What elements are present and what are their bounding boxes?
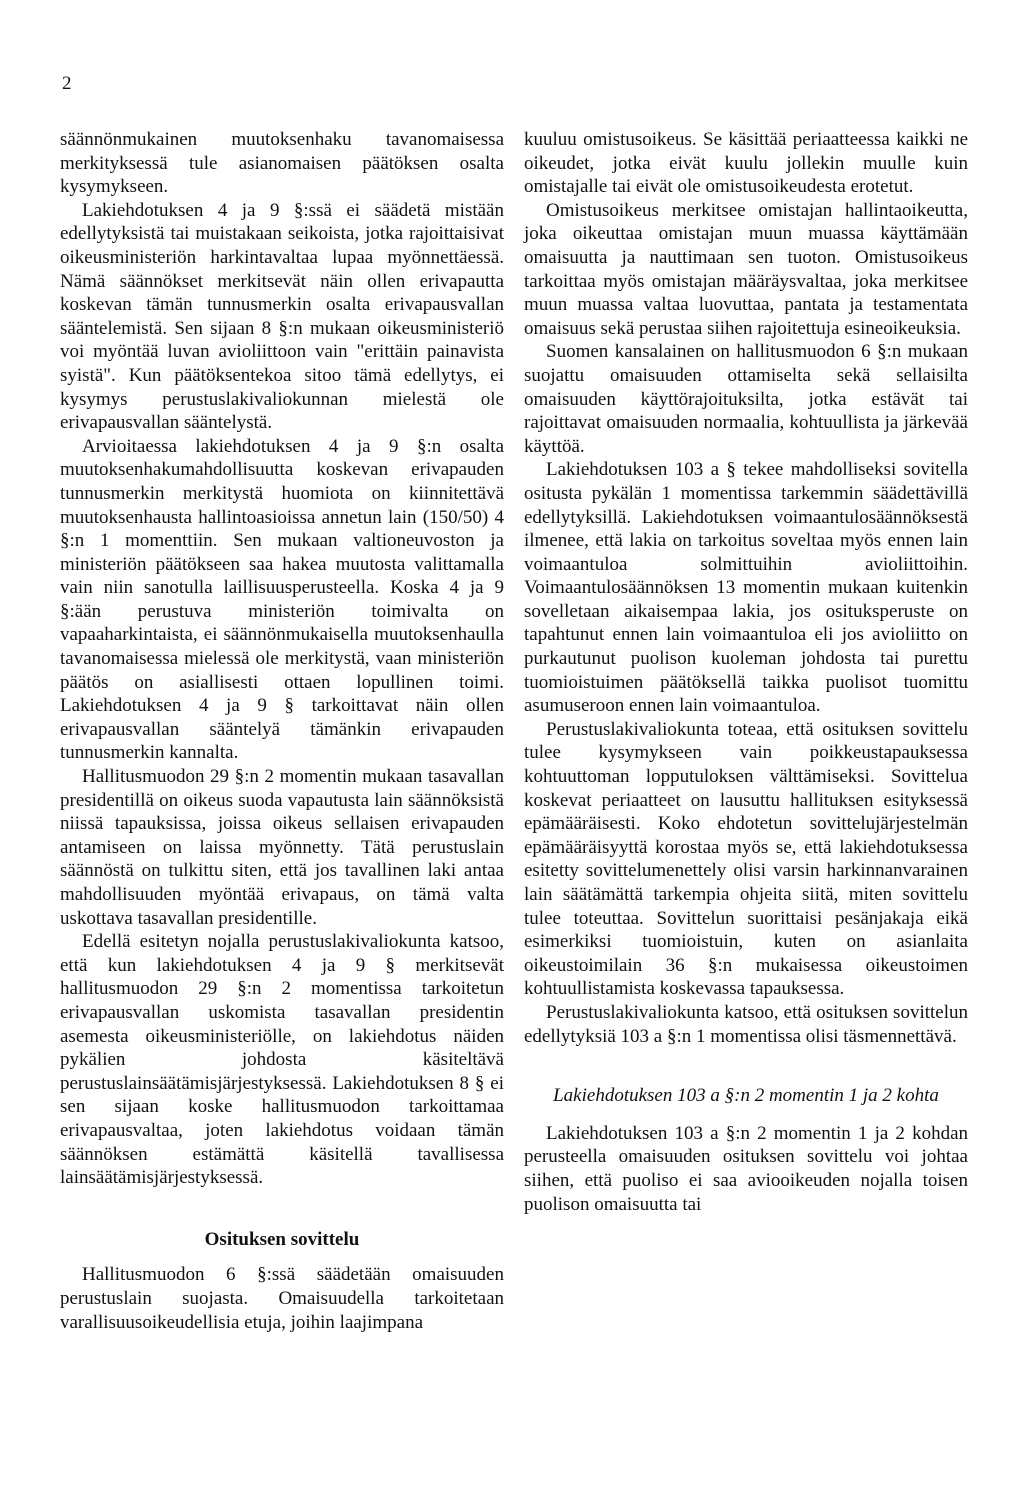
section-heading: Osituksen sovittelu	[204, 1228, 360, 1250]
paragraph: säännönmukainen muutoksenhaku tavanomaisessa merkityksessä tule asianomaisen päätöksen osalta kysymykseen.	[60, 129, 504, 198]
paragraph: Lakiehdotuksen 103 a §:n 2 momentin 1 ja 2 kohdan perusteella omaisuuden osituksen sovittelu voi johtaa siihen, että puoliso ei saa aviooikeuden nojalla toisen puolison omaisuutta tai	[524, 1122, 968, 1215]
paragraph: Hallitusmuodon 29 §:n 2 momentin mukaan tasavallan presidentillä on oikeus suoda vapautusta lain säännöksistä niissä tapauksissa, joissa oikeus sellaisen erivapauden antamiseen on laissa myönnetty. Tätä perustuslain säännöstä on tulkittu siten, että jos tavallinen laki antaa mahdollisuuden myöntää erivapaus, on tämä valta uskottava tasavallan presidentille.	[60, 766, 504, 929]
paragraph: Omistusoikeus merkitsee omistajan hallintaoikeutta, joka oikeuttaa omistajan muun muassa käyttämään omaisuutta ja nauttimaan sen tuoton. Omistusoikeus tarkoittaa myös omistajan määräysvaltaa, joka merkitsee muun muassa valtaa luovuttaa, pantata ja testamentata omaisuus sekä perustaa siihen rajoitettuja esineoikeuksia.	[524, 199, 968, 339]
paragraph: Perustuslakivaliokunta katsoo, että osituksen sovittelun edellytyksiä 103 a §:n 1 momentissa olisi täsmennettävä.	[524, 1001, 968, 1047]
paragraph: kuuluu omistusoikeus. Se käsittää periaatteessa kaikki ne oikeudet, jotka eivät kuulu jollekin muulle kuin omistajalle tai eivät ole omistusoikeudesta erotetut.	[524, 129, 968, 198]
paragraph: Hallitusmuodon 6 §:ssä säädetään omaisuuden perustuslain suojasta. Omaisuudella tarkoitetaan varallisuusoikeudellisia etuja, joihin laajimpana	[60, 1264, 504, 1333]
paragraph: Suomen kansalainen on hallitusmuodon 6 §:n mukaan suojattu omaisuuden ottamiselta sekä sellaisilta omaisuuden käyttörajoituksilta, jotka estävät tai rajoittavat omaisuuden normaalia, kohtuullista ja järkevää käyttöä.	[524, 341, 968, 457]
page-number: 2	[62, 73, 72, 94]
paragraph: Lakiehdotuksen 4 ja 9 §:ssä ei säädetä mistään edellytyksistä tai muistakaan seikoista, jotka rajoittaisivat oikeusministeriön harkintavaltaa lupaa myönnettäessä. Nämä säännökset merkitsevät näin ollen erivapautta koskevan tämän tunnusmerkin osalta erivapausvallan sääntelemistä. Sen sijaan 8 §:n mukaan oikeusministeriö voi myöntää luvan avioliittoon vain "erittäin painavista syistä". Kun päätöksentekoa sitoo tämä edellytys, ei kysymys perustuslakivaliokunnan mielestä ole erivapausvallan sääntelystä.	[60, 199, 504, 434]
subsection-heading: Lakiehdotuksen 103 a §:n 2 momentin 1 ja 2 kohta	[553, 1085, 939, 1107]
paragraph: Arvioitaessa lakiehdotuksen 4 ja 9 §:n osalta muutoksenhakumahdollisuutta koskevan erivapauden tunnusmerkin merkitystä huomiota on kiinnitettävä muutoksenhausta hallintoasioissa annetun lain (150/50) 4 §:n 1 momenttiin. Sen mukaan valtioneuvoston ja ministeriön päätökseen saa hakea muutosta valittamalla vain niin sanotulla laillisuusperusteella. Koska 4 ja 9 §:ään perustuva ministeriön toimivalta on vapaaharkintaista, ei säännönmukaisella muutoksenhaulla tavanomaisessa mielessä ole merkitystä, vaan ministeriön päätös on asiallisesti ottaen lopullinen toimi. Lakiehdotuksen 4 ja 9 § tarkoittavat näin ollen erivapausvallan sääntelyä tämänkin erivapauden tunnusmerkin kannalta.	[60, 435, 504, 764]
paragraph: Lakiehdotuksen 103 a § tekee mahdolliseksi sovitella ositusta pykälän 1 momentissa tarkemmin säädettävillä edellytyksillä. Lakiehdotuksen voimaantulosäännöksestä ilmenee, että lakia on tarkoitus soveltaa myös ennen lain voimaantuloa solmittuihin avioliittoihin. Voimaantulosäännöksen 13 momentin mukaan kuitenkin sovelletaan aikaisempaa lakia, jos osituksperuste on tapahtunut ennen lain voimaantuloa eli jos avioliitto on purkautunut puolison kuoleman johdosta tai purettu tuomioistuimen päätöksellä taikka puolisot tuomittu asumuseroon ennen lain voimaantuloa.	[524, 459, 968, 717]
right-column	[524, 128, 968, 1216]
paragraph: Edellä esitetyn nojalla perustuslakivaliokunta katsoo, että kun lakiehdotuksen 4 ja 9 § merkitsevät hallitusmuodon 29 §:n 2 momentissa tarkoitetun erivapausvallan uskomista tasavallan presidentin asemesta oikeusministeriölle, on lakiehdotus näiden pykälien johdosta käsiteltävä perustuslainsäätämisjärjestyksessä. Lakiehdotuksen 8 § ei sen sijaan koske hallitusmuodon tarkoittamaa erivapausvaltaa, joten lakiehdotus voidaan tämän säännöksen estämättä käsitellä tavallisessa lainsäätämisjärjestyksessä.	[60, 931, 504, 1189]
paragraph: Perustuslakivaliokunta toteaa, että osituksen sovittelu tulee kysymykseen vain poikkeustapauksessa kohtuuttoman lopputuloksen välttämiseksi. Sovittelua koskevat periaatteet on lausuttu hallituksen esityksessä epämääräisesti. Koko ehdotetun sovittelujärjestelmän epämääräisyyttä korostaa myös se, että lakiehdotuksessa esitetty sovittelumenettely olisi varsin harkinnanvarainen lain säätämättä tarkempia ohjeita siitä, miten sovittelu tulee toteuttaa. Sovittelun suorittaisi pesänjakaja eikä esimerkiksi tuomioistuin, kuten on asianlaita oikeustoimilain 36 §:n mukaisessa oikeustoimen kohtuullistamista koskevassa tapauksessa.	[524, 718, 968, 1000]
left-column	[60, 128, 504, 1334]
